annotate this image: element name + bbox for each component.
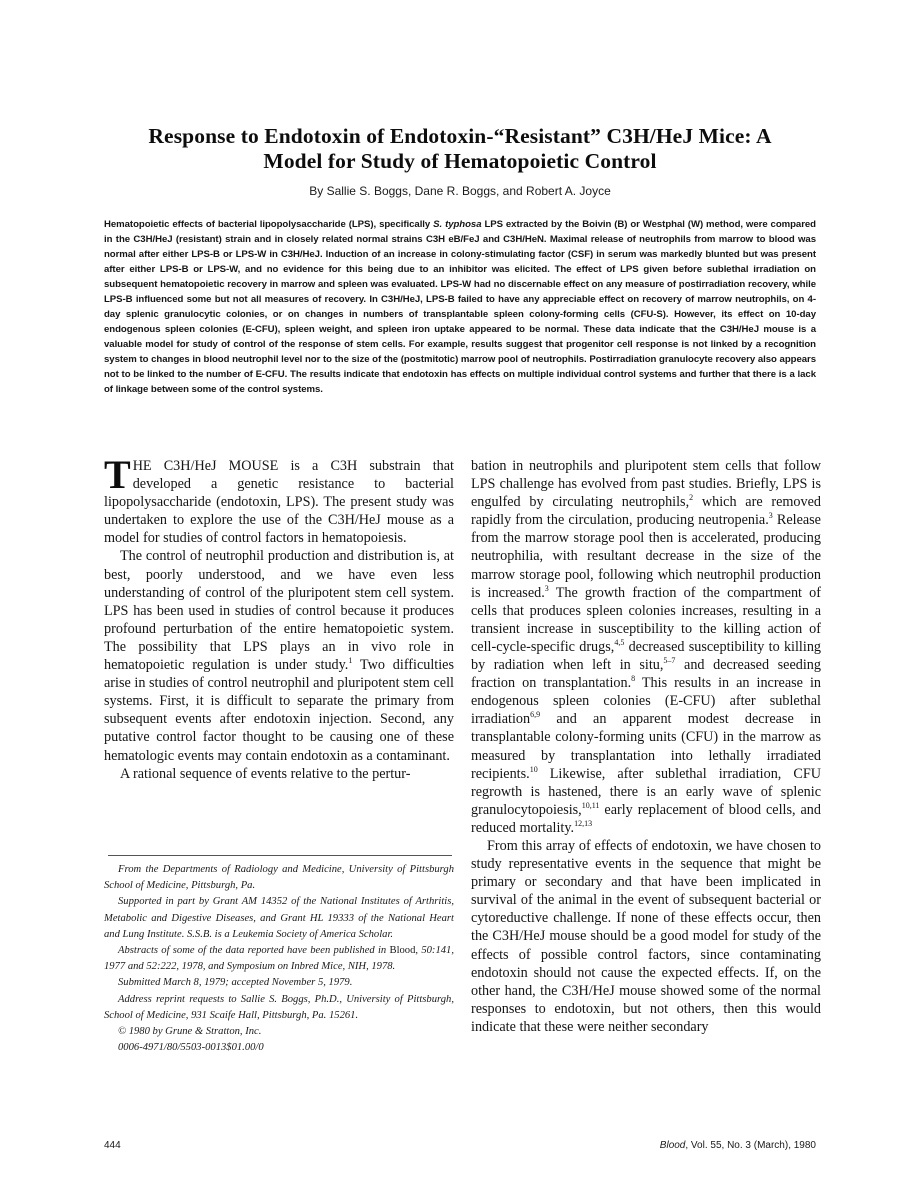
citation-ref: 1 [348,656,353,666]
paragraph-text: Two difficulties arise in studies of control neutrophil and pluripotent stem cell systems. First, it is difficult to separate the primary from subsequent events after endotoxin injection. Second, any putative control factor thought to be causing one of these hematologic events may contain endotoxin as a contaminant. [104,657,454,764]
footnote-dates: Submitted March 8, 1979; accepted November 5, 1979. [118,977,353,989]
paragraph-text: The growth fraction of the compartment of cells that produces spleen colonies increases, resulting in a transient increase in susceptibility to the killing action of cell-cycle-specific drugs, [471,584,821,655]
paragraph-sequence [471,457,821,837]
body-column-left [104,452,454,783]
title-line-2: Model for Study of Hematopoietic Control [263,149,657,173]
title-line-1: Response to Endotoxin of Endotoxin-“Resistant” C3H/HeJ Mice: A [148,124,772,148]
drop-cap: T [104,452,131,497]
paragraph-text: The control of neutrophil production and distribution is, at best, poorly understood, and we have even less understanding of control of the pluripotent stem cell system. LPS has been used in studies of control because it produces profound perturbation of the entire hematopoietic system. The possibility that LPS plays an in vivo role in hematopoietic regulation is under study. [104,548,454,674]
paragraph-study-design: From this array of effects of endotoxin, we have chosen to study representative events in the sequence that might be primary or secondary and that have been implicated in survival of the animal in the event of subsequent bacterial or cytoreductive challenge. If none of these effects occur, then the C3H/HeJ mouse should be a good model for study of the effects of possible control factors, since contaminating endotoxin should not cause the expected effects. If, on the other hand, the C3H/HeJ mouse showed some of the normal responses to endotoxin, but not others, then this would indicate that these were neither secondary [471,837,821,1035]
abstract-text: Hematopoietic effects of bacterial lipopolysaccharide (LPS), specifically [104,219,434,230]
footnote-support: Supported in part by Grant AM 14352 of the National Institutes of Arthritis, Metabolic and Digestive Diseases, and Grant HL 19333 of the National Heart and Lung Institute. S.S.B. is a Leukemia Society of America Scholar. [104,896,454,940]
paragraph-text: Release from the marrow storage pool then is accelerated, producing neutrophilia, with resultant decrease in the size of the marrow storage pool, following which neutrophil production is increased. [471,512,821,601]
citation-ref: 2 [689,493,694,503]
footnote-text: , 50:141, 1977 and 52:222, 1978, and Symposium on Inbred Mice, NIH, 1978. [104,945,454,973]
paragraph-rational: A rational sequence of events relative to the pertur- [120,765,411,782]
paragraph-text: which are removed rapidly from the circulation, producing neutropenia. [471,494,821,529]
citation-details: , Vol. 55, No. 3 (March), 1980 [685,1140,816,1151]
page-number: 444 [104,1140,121,1151]
footnote-divider [108,855,452,856]
citation-ref: 4,5 [614,637,625,647]
footnote-affiliation: From the Departments of Radiology and Medicine, University of Pittsburgh School of Medicine, Pittsburgh, Pa. [104,864,454,892]
journal-citation [660,1140,816,1151]
paragraph-text: and decreased seeding fraction on transplantation. [471,657,821,692]
journal-name: Blood [389,945,416,957]
citation-ref: 3 [544,583,549,593]
paragraph-text: Likewise, after sublethal irradiation, CFU regrowth is hastened, there is an early wave of splenic granulocytopoiesis, [471,765,821,818]
journal-name: Blood [659,1140,686,1151]
citation-ref: 3 [768,511,773,521]
citation-ref: 5–7 [663,656,676,666]
footnote-reprints: Address reprint requests to Sallie S. Boggs, Ph.D., University of Pittsburgh, School of Medicine, 931 Scaife Hall, Pittsburgh, Pa. 15261. [104,993,454,1021]
citation-ref: 8 [631,674,636,684]
paragraph-text: bation in neutrophils and pluripotent stem cells that follow LPS challenge has evolved from past studies. Briefly, LPS is engulfed by circulating neutrophils, [471,458,821,511]
footnote-text: Abstracts of some of the data reported have been published in [118,945,390,957]
citation-ref: 10,11 [581,800,600,810]
paragraph-text: early replacement of blood cells, and reduced mortality. [471,801,821,836]
paragraph-text: decreased susceptibility to killing by radiation when left in situ, [471,638,822,674]
footnote-abstracts [104,943,454,975]
abstract-text-cont: LPS extracted by the Boivin (B) or Westphal (W) method, were compared in the C3H/HeJ (resistant) strain and in closely related normal strains C3H eB/FeJ and C3H/HeN. Maximal release of neutrophils from marrow to blood was normal after either LPS-B or LPS-W in C3H/HeJ. Induction of an increase in colony-stimulating factor (CSF) in serum was markedly blunted but was present after either LPS-B or LPS-W, and no evidence for this being due to an inhibitor was elicited. The effect of LPS given before sublethal irradiation on subsequent hematopoietic recovery in marrow and spleen was evaluated. LPS-W had no discernable effect on any measure of postirradiation recovery, while LPS-B influenced some but not all measures of recovery. In C3H/HeJ, LPS-B failed to have any appreciable effect on recovery of marrow neutrophils, on 4-day splenic granulocytic colonies, or on changes in numbers of transplantable spleen colony-forming cells (CFU-S). However, its effect on 10-day endogenous spleen colonies (E-CFU), spleen weight, and spleen iron uptake appeared to be normal. These data indicate that the C3H/HeJ mouse is a valuable model for study of control of the response of stem cells. For example, results suggest that progenitor cell response is not linked by a recognition system to changes in blood neutrophil level nor to the size of the (postmitotic) marrow pool of neutrophils. Postirradiation granulocyte recovery also appears not to be linked to the number of E-CFU. The results indicate that endotoxin has effects on multiple individual control systems and further that there is a lack of linkage between some of the control systems. [104,219,816,395]
body-column-right [471,457,821,1036]
paragraph-control [104,547,454,764]
footnotes [104,862,454,1056]
species-name: S. typhosa [433,219,482,230]
paragraph-intro [104,452,454,547]
paragraph-text: This results in an increase in endogenous spleen colonies (E-CFU) after sublethal irradiation [471,675,821,728]
footnote-copyright: © 1980 by Grune & Stratton, Inc. [118,1026,262,1038]
abstract [104,217,816,397]
citation-ref: 10 [529,764,538,774]
citation-ref: 12,13 [574,818,593,828]
paragraph-text: and an apparent modest decrease in transplantable colony-forming units (CFU) in the marrow as measured by transplantation into lethally irradiated recipients. [471,711,821,782]
author-byline: By Sallie S. Boggs, Dane R. Boggs, and Robert A. Joyce [309,184,611,198]
footnote-issn: 0006-4971/80/5503-0013$01.00/0 [118,1042,264,1054]
article-title [100,124,820,174]
citation-ref: 6,9 [530,710,541,720]
paragraph-text: HE C3H/HeJ MOUSE is a C3H substrain that developed a genetic resistance to bacterial lipopolysaccharide (endotoxin, LPS). The present study was undertaken to explore the use of the C3H/HeJ mouse as a model for studies of control factors in hematopoiesis. [104,458,454,547]
